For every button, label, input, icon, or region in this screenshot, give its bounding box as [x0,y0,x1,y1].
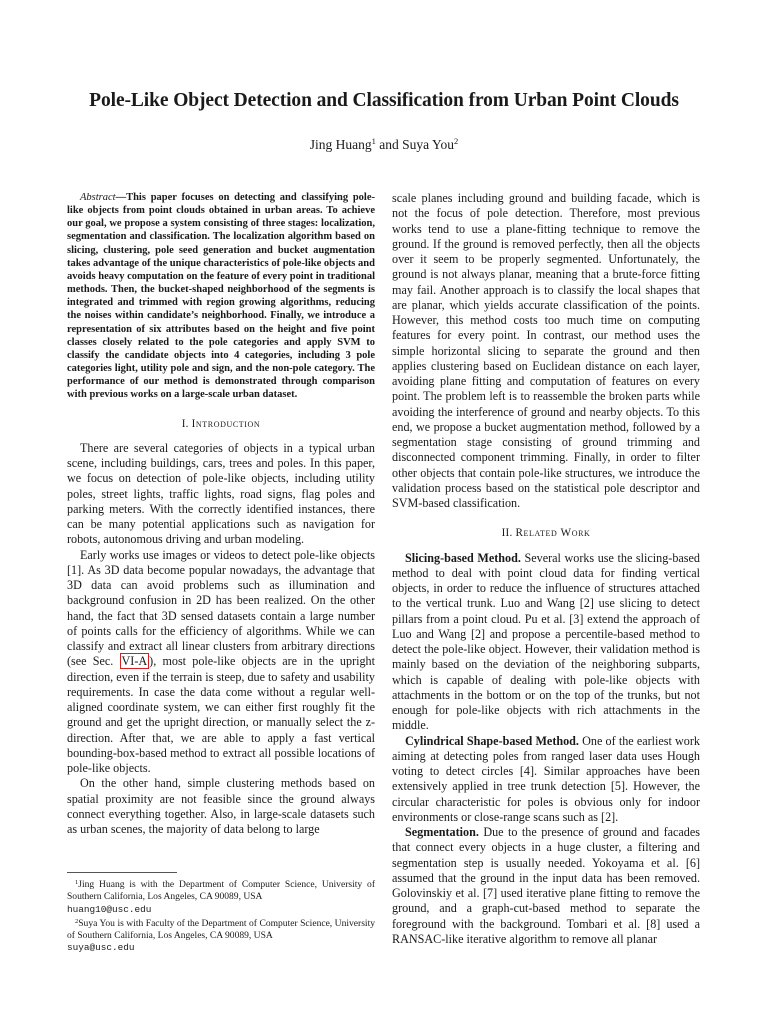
footnote-text: Suya You is with Faculty of the Department of Computer Science, University of Southern California, Los Angeles, CA 90089, USA [67,917,375,942]
footnote-affiliation-2 [67,916,375,955]
section-heading-introduction [67,417,375,432]
author-line [0,136,768,153]
section-number: II. [501,527,516,540]
author-name: Jing Huang [309,137,372,152]
affiliation-mark: 1 [371,136,376,146]
footnote-affiliation-1 [67,877,375,916]
left-column [67,191,375,837]
abstract-dash: — [115,192,127,203]
section-reference-link[interactable]: VI-A [121,654,148,669]
paragraph-heading: Slicing-based Method. [405,550,521,565]
body-paragraph: On the other hand, simple clustering methods based on spatial proximity are not feasible since the ground always connect everything together. Also, in large-scale datasets such as urban scenes, the majority of data belong to large [67,776,375,836]
section-number: I. [181,417,192,430]
paragraph-heading: Cylindrical Shape-based Method. [405,733,579,748]
author-email: suya@usc.edu [67,942,135,954]
abstract [67,191,375,402]
footnote-text: Jing Huang is with the Department of Computer Science, University of Southern California, Los Angeles, CA 90089, USA [67,879,375,903]
footnote-mark: 2 [75,917,79,925]
section-heading-related-work [392,526,700,541]
paragraph-text: Several works use the slicing-based method to deal with point cloud data for finding vertical objects, in order to reduce the influence of structures attached to the vertical trunk. Luo and Wang [2] use slicing to detect pillars from a point cloud. Pu et al. [3] extend the approach of Luo and Wang [2] and propose a percentile-based method to detect the pole-like object. However, their validation method is mainly based on the deviation of the neighboring subparts, which is capable of dealing with pole-like objects with attachments in the bottom or on the top of the trunks, but not enough for pole-like objects with rich attachments in the middle. [392,550,700,733]
abstract-label: Abstract [80,192,116,203]
footnote-mark: 1 [75,879,79,886]
body-paragraph [392,551,700,734]
author-email: huang10@usc.edu [67,903,152,915]
right-column [392,191,700,947]
paragraph-text: Early works use images or videos to detect pole-like objects [1]. As 3D data become popular nowadays, the advantage that 3D data can avoid problems such as illumination and background confusion in 2D has been realized. On the other hand, the fact that 3D sensed datasets contain a large number of points calls for the efficiency of algorithms. While we can classify and extract all linear clusters from arbitrary directions (see Sec. [67,547,375,669]
body-paragraph [392,734,700,826]
section-title: Introduction [191,417,261,430]
body-paragraph: scale planes including ground and building facade, which is not the focus of pole detection. Therefore, most previous works tend to use a plane-fitting technique to remove the ground. If the ground is removed perfectly, then all the objects over it seem to be properly segmented. Unfortunately, the ground is not always planar, meaning that a brute-force fitting may fail. Another approach is to classify the local shapes that are planar, which yields accurate classification of the points. However, this method costs too much time on computing features for every point. In contrast, our method uses the simple horizontal slicing to separate the ground and then applies clustering based on Euclidean distance on each layer, avoiding plane fitting and computation of features on every point. The problem left is to reassemble the broken parts while avoiding the interference of ground and nearby objects. To this end, we propose a bucket augmentation method, followed by a segmentation stage consisting of ground trimming and disconnected component trimming. Finally, in order to filter other objects that contain pole-like structures, we introduce the validation process based on the statistical pole descriptor and SVM-based classification. [392,191,700,510]
author-name: Suya You [402,137,454,152]
affiliation-mark: 2 [453,136,459,146]
section-title: Related Work [515,527,591,540]
footnote-rule [67,872,177,873]
paper-title: Pole-Like Object Detection and Classification from Urban Point Clouds [89,90,679,111]
footnotes [67,872,375,955]
paragraph-text: ), most pole-like objects are in the upright direction, even if the terrain is steep, due to safety and usability requirements. In case the data come without a regular well-aligned coordinate system, we can either first roughly fit the ground and get the upright direction, or manually select the z-direction. After that, we are able to apply a fast vertical bounding-box-based method to extract all possible locations of pole-like objects. [67,654,375,775]
paragraph-text: Due to the presence of ground and facades that connect every objects in a huge cluster, a filtering and segmentation step is usually needed. Yokoyama et al. [6] assumed that the ground in the input data has been removed. Golovinskiy et al. [7] used iterative plane fitting to remove the ground, and a graph-cut-based method to separate the foreground with the background. Tombari et al. [8] used a RANSAC-like iterative algorithm to remove all planar [392,825,700,946]
author-conjunction: and [375,137,403,152]
abstract-text: This paper focuses on detecting and classifying pole-like objects from point clouds obtained in urban areas. To achieve our goal, we propose a system consisting of three stages: localization, segmentation and classification. The localization algorithm based on slicing, clustering, pole seed generation and bucket augmentation takes advantage of the unique characteristics of pole-like objects and avoids heavy computation on the feature of every point in traditional methods. Then, the bucket-shaped neighborhood of the segments is integrated and trimmed with region growing algorithms, reducing the noises within candidate’s neighborhood. Finally, we introduce a representation of six attributes based on the height and five point classes closely related to the pole categories and apply SVM to classify the candidate objects into 4 categories, including 3 pole categories light, utility pole and sign, and the non-pole category. The performance of our method is demonstrated through comparison with previous works on a large-scale urban dataset. [67,192,375,401]
paragraph-text: One of the earliest work aiming at detecting poles from ranged laser data uses Hough voting to detect circles [4]. Similar approaches have been extensively applied in tree trunk detection [5]. However, the circular characteristic for poles is obvious only for indoor environments or close-range scans such as [2]. [392,733,700,824]
body-paragraph [67,548,375,777]
body-paragraph [392,825,700,947]
body-paragraph: There are several categories of objects in a typical urban scene, including buildings, cars, trees and poles. In this paper, we focus on detection of pole-like objects, including utility poles, street lights, traffic lights, road signs, flag poles and parking meters. With the correctly identified instances, there can be many potential applications such as navigation for robots, autonomous driving and urban modeling. [67,440,375,547]
paragraph-heading: Segmentation. [405,825,479,839]
